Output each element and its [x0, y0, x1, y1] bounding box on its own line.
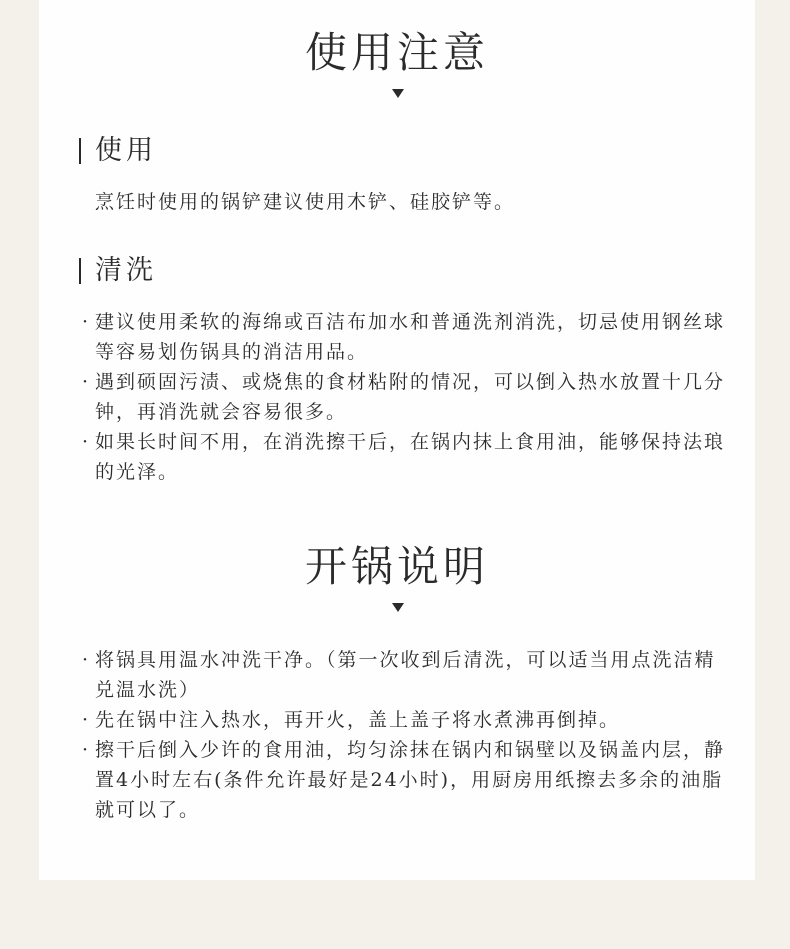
content-card	[39, 0, 755, 880]
clean-list	[79, 307, 729, 487]
usage-section-title: 使用注意	[304, 28, 489, 77]
heading-bar	[79, 258, 81, 284]
down-triangle-icon	[392, 89, 404, 98]
list-item-text: 擦干后倒入少许的食用油，均匀涂抹在锅内和锅壁以及锅盖内层，静置4小时左右(条件允许最好是24小时)，用厨房用纸擦去多余的油脂就可以了。	[95, 739, 726, 821]
use-heading	[79, 136, 157, 166]
list-item-text: 遇到硕固污渍、或烧焦的食材粘附的情况，可以倒入热水放置十几分钟，再消洗就会容易很多。	[95, 371, 726, 423]
list-item: · 将锅具用温水冲洗干净。（第一次收到后清洗，可以适当用点洗洁精兑温水洗）	[82, 649, 716, 701]
list-item: · 如果长时间不用，在消洗擦干后，在锅内抹上食用油，能够保持法琅的光泽。	[82, 431, 726, 483]
clean-heading-label: 清洗	[95, 255, 157, 286]
list-item: · 先在锅中注入热水，再开火，盖上盖子将水煮沸再倒掉。	[82, 709, 621, 731]
seasoning-section-title: 开锅说明	[304, 542, 489, 591]
list-item-text: 建议使用柔软的海绵或百洁布加水和普通洗剂消洗，切忌使用钢丝球等容易划伤锅具的消洁用品。	[95, 311, 726, 363]
list-item-text: 将锅具用温水冲洗干净。（第一次收到后清洗，可以适当用点洗洁精兑温水洗）	[95, 649, 716, 701]
down-triangle-icon	[392, 603, 404, 612]
seasoning-list	[79, 645, 729, 825]
heading-bar	[79, 138, 81, 164]
list-item: · 建议使用柔软的海绵或百洁布加水和普通洗剂消洗，切忌使用钢丝球等容易划伤锅具的消洁用品。	[82, 311, 726, 363]
list-item: · 擦干后倒入少许的食用油，均匀涂抹在锅内和锅壁以及锅盖内层，静置4小时左右(条件允许最好是24小时)，用厨房用纸擦去多余的油脂就可以了。	[82, 739, 726, 821]
use-heading-label: 使用	[95, 135, 157, 166]
list-item: · 遇到硕固污渍、或烧焦的食材粘附的情况，可以倒入热水放置十几分钟，再消洗就会容易很多。	[82, 371, 726, 423]
use-text: 烹饪时使用的锅铲建议使用木铲、硅胶铲等。	[95, 191, 516, 213]
list-item-text: 如果长时间不用，在消洗擦干后，在锅内抹上食用油，能够保持法琅的光泽。	[95, 431, 726, 483]
clean-heading	[79, 256, 157, 286]
list-item-text: 先在锅中注入热水，再开火，盖上盖子将水煮沸再倒掉。	[95, 709, 621, 731]
